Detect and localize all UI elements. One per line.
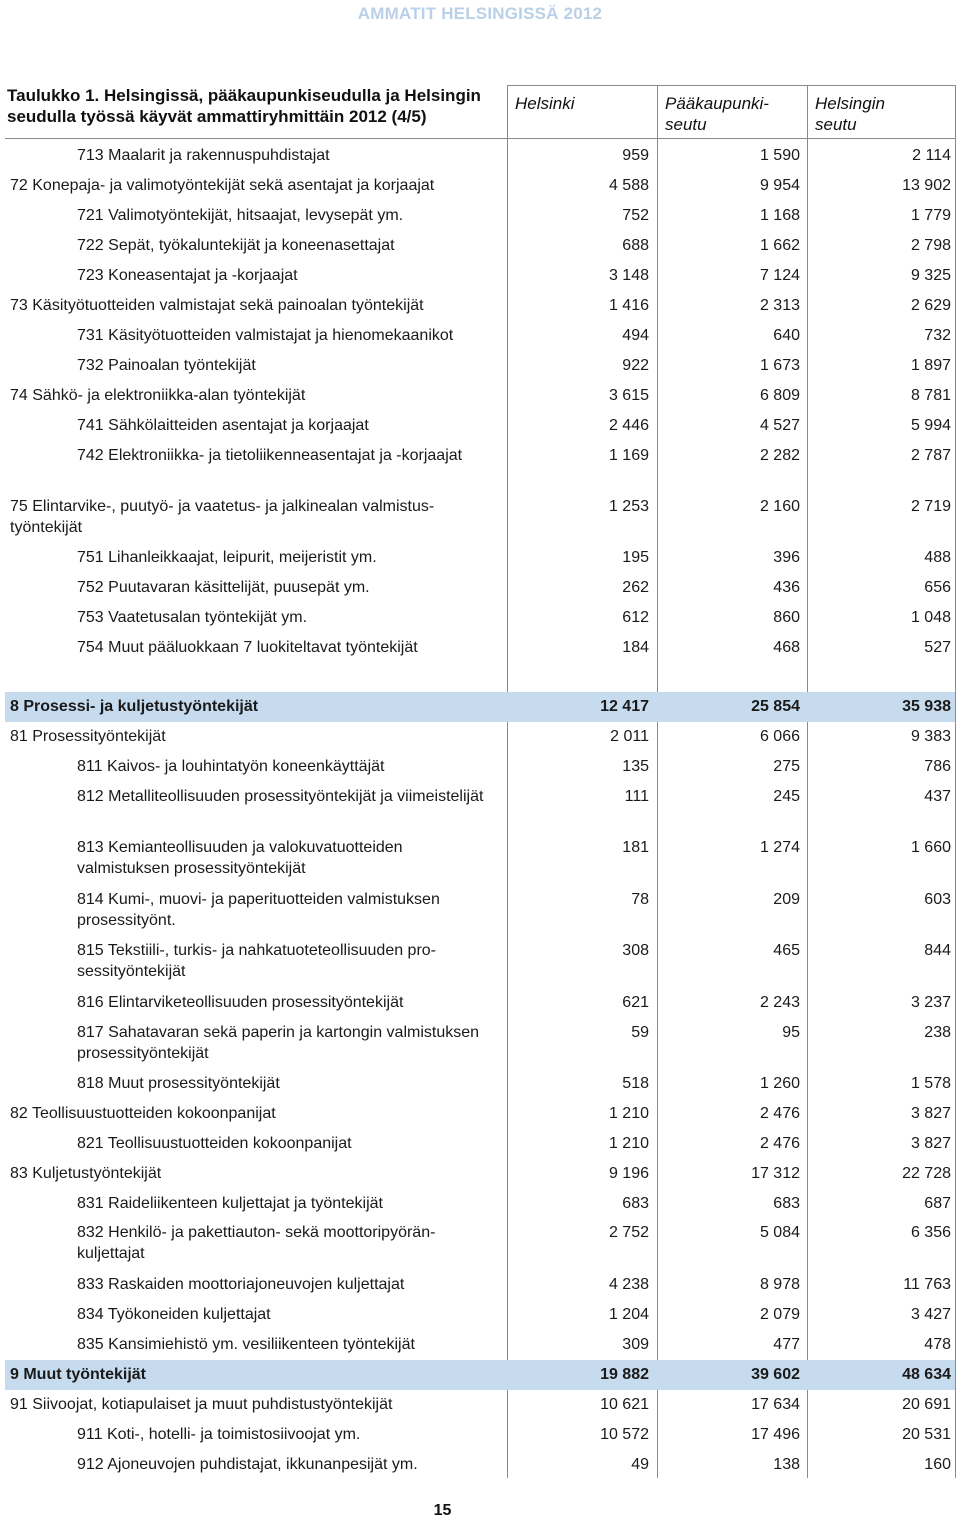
value-helsingin-seutu: 2 798 (910, 237, 951, 254)
value-helsingin-seutu: 22 728 (902, 1165, 951, 1182)
row-label: 815 Tekstiili-, turkis- ja nahkatuoteteollisuuden pro-sessityöntekijät (77, 942, 437, 980)
table-row (5, 1390, 955, 1420)
row-label: 72 Konepaja- ja valimotyöntekijät sekä asentajat ja korjaajat (10, 177, 435, 194)
value-helsinki: 308 (622, 942, 649, 959)
row-label: 834 Työkoneiden kuljettajat (77, 1306, 271, 1323)
value-paakaupunkiseutu: 17 634 (751, 1396, 800, 1413)
table-row (5, 171, 955, 201)
row-label: 753 Vaatetusalan työntekijät ym. (77, 609, 308, 626)
value-helsinki: 2 446 (608, 417, 649, 434)
row-label: 8 Prosessi- ja kuljetustyöntekijät (10, 698, 259, 715)
row-label: 751 Lihanleikkaajat, leipurit, meijeristit ym. (77, 549, 377, 566)
row-label: 817 Sahatavaran sekä paperin ja kartongin valmistuksen prosessityöntekijät (77, 1024, 480, 1062)
value-helsingin-seutu: 1 897 (910, 357, 951, 374)
value-helsinki: 621 (622, 994, 649, 1011)
value-paakaupunkiseutu: 6 066 (759, 728, 800, 745)
value-paakaupunkiseutu: 138 (773, 1456, 800, 1473)
column-header-helsinki: Helsinki (515, 94, 575, 113)
value-helsinki: 19 882 (600, 1366, 649, 1383)
row-label: 816 Elintarviketeollisuuden prosessityöntekijät (77, 994, 404, 1011)
row-label: 722 Sepät, työkaluntekijät ja koneenasettajat (77, 237, 395, 254)
value-paakaupunkiseutu: 1 673 (759, 357, 800, 374)
value-helsinki: 1 204 (608, 1306, 649, 1323)
value-helsingin-seutu: 1 779 (910, 207, 951, 224)
table-row (5, 722, 955, 752)
value-helsingin-seutu: 35 938 (902, 698, 951, 715)
value-helsingin-seutu: 844 (924, 942, 951, 959)
value-helsinki: 12 417 (600, 698, 649, 715)
value-paakaupunkiseutu: 2 282 (759, 447, 800, 464)
table-row (5, 1069, 955, 1099)
table-row (5, 543, 955, 573)
page-number: 15 (433, 1502, 452, 1519)
value-helsingin-seutu: 11 763 (903, 1276, 951, 1293)
value-paakaupunkiseutu: 2 313 (759, 297, 800, 314)
value-helsinki: 688 (622, 237, 649, 254)
value-helsingin-seutu: 603 (924, 891, 951, 908)
value-helsinki: 959 (622, 147, 649, 164)
value-paakaupunkiseutu: 17 312 (751, 1165, 800, 1182)
table-row (5, 1189, 955, 1219)
table-row (5, 573, 955, 603)
table-row (5, 321, 955, 351)
value-helsingin-seutu: 687 (924, 1195, 951, 1212)
value-helsingin-seutu: 6 356 (910, 1224, 951, 1241)
value-paakaupunkiseutu: 245 (773, 788, 800, 805)
row-label: 812 Metalliteollisuuden prosessityöntekijät ja viimeistelijät (77, 788, 484, 805)
value-paakaupunkiseutu: 1 590 (759, 147, 800, 164)
table-row (5, 885, 955, 936)
value-helsinki: 4 588 (608, 177, 649, 194)
table-caption: Taulukko 1. Helsingissä, pääkaupunkiseudulla ja Helsingin seudulla työssä käyvät ammattiryhmittäin 2012 (4/5) (7, 86, 481, 126)
value-helsingin-seutu: 9 383 (910, 728, 951, 745)
value-paakaupunkiseutu: 468 (773, 639, 800, 656)
value-helsinki: 135 (622, 758, 649, 775)
value-helsingin-seutu: 478 (924, 1336, 951, 1353)
value-paakaupunkiseutu: 2 476 (759, 1105, 800, 1122)
value-helsinki: 4 238 (608, 1276, 649, 1293)
table-row (5, 833, 955, 885)
value-helsingin-seutu: 527 (924, 639, 951, 656)
table-row (5, 291, 955, 321)
value-helsingin-seutu: 20 691 (902, 1396, 951, 1413)
value-paakaupunkiseutu: 860 (773, 609, 800, 626)
value-paakaupunkiseutu: 5 084 (759, 1224, 800, 1241)
row-label: 741 Sähkölaitteiden asentajat ja korjaajat (77, 417, 369, 434)
table-row (5, 782, 955, 833)
table-row (5, 633, 955, 663)
value-helsinki: 195 (622, 549, 649, 566)
table-row (5, 1218, 955, 1270)
value-helsinki: 9 196 (608, 1165, 649, 1182)
value-paakaupunkiseutu: 8 978 (759, 1276, 800, 1293)
row-label: 912 Ajoneuvojen puhdistajat, ikkunanpesijät ym. (77, 1456, 418, 1473)
row-label: 721 Valimotyöntekijät, hitsaajat, levysepät ym. (77, 207, 404, 224)
value-helsinki: 752 (622, 207, 649, 224)
value-helsinki: 111 (624, 788, 649, 805)
row-label: 831 Raideliikenteen kuljettajat ja työntekijät (77, 1195, 383, 1212)
value-paakaupunkiseutu: 9 954 (759, 177, 800, 194)
table-row (5, 1159, 955, 1189)
table-row (5, 261, 955, 291)
table-row (5, 441, 955, 492)
value-helsinki: 518 (622, 1075, 649, 1092)
value-helsinki: 922 (622, 357, 649, 374)
table-row (5, 752, 955, 782)
column-header-helsingin-seutu: Helsingin seutu (815, 94, 885, 134)
value-helsinki: 59 (631, 1024, 649, 1041)
table-row (5, 1450, 955, 1480)
value-helsinki: 309 (622, 1336, 649, 1353)
value-paakaupunkiseutu: 209 (773, 891, 800, 908)
value-helsingin-seutu: 3 427 (910, 1306, 951, 1323)
value-helsingin-seutu: 732 (924, 327, 951, 344)
value-helsingin-seutu: 786 (924, 758, 951, 775)
value-helsinki: 494 (622, 327, 649, 344)
row-label: 74 Sähkö- ja elektroniikka-alan työntekijät (10, 387, 306, 404)
table-row (5, 603, 955, 633)
row-label: 813 Kemianteollisuuden ja valokuvatuotteiden valmistuksen prosessityöntekijät (77, 839, 403, 877)
value-paakaupunkiseutu: 1 260 (759, 1075, 800, 1092)
value-helsinki: 2 752 (608, 1224, 649, 1241)
row-label: 9 Muut työntekijät (10, 1366, 147, 1383)
row-label: 832 Henkilö- ja pakettiauton- sekä moottoripyörän-kuljettajat (77, 1224, 436, 1262)
value-helsinki: 49 (631, 1456, 649, 1473)
table-row (5, 201, 955, 231)
value-helsinki: 1 210 (608, 1105, 649, 1122)
row-label: 911 Koti-, hotelli- ja toimistosiivoojat ym. (77, 1426, 361, 1443)
value-helsingin-seutu: 2 629 (910, 297, 951, 314)
value-paakaupunkiseutu: 436 (773, 579, 800, 596)
value-helsinki: 184 (622, 639, 649, 656)
value-helsingin-seutu: 13 902 (902, 177, 951, 194)
table-row (5, 141, 955, 171)
value-paakaupunkiseutu: 465 (773, 942, 800, 959)
row-label: 814 Kumi-, muovi- ja paperituotteiden valmistuksen prosessityönt. (77, 891, 440, 929)
row-label: 835 Kansimiehistö ym. vesiliikenteen työntekijät (77, 1336, 415, 1353)
table-row (5, 1330, 955, 1360)
row-label: 833 Raskaiden moottoriajoneuvojen kuljettajat (77, 1276, 405, 1293)
value-paakaupunkiseutu: 17 496 (751, 1426, 800, 1443)
table-row-highlighted (5, 692, 955, 722)
value-helsinki: 612 (622, 609, 649, 626)
table-row (5, 1270, 955, 1300)
value-helsingin-seutu: 9 325 (910, 267, 951, 284)
row-label: 81 Prosessityöntekijät (10, 728, 166, 745)
value-paakaupunkiseutu: 4 527 (759, 417, 800, 434)
row-label: 83 Kuljetustyöntekijät (10, 1165, 162, 1182)
value-helsingin-seutu: 160 (924, 1456, 951, 1473)
column-divider-4 (955, 85, 956, 1478)
row-label: 75 Elintarvike-, puutyö- ja vaatetus- ja jalkinealan valmistus-työntekijät (10, 498, 435, 536)
value-paakaupunkiseutu: 1 168 (759, 207, 800, 224)
value-helsingin-seutu: 1 578 (910, 1075, 951, 1092)
header-bottom-rule (5, 138, 956, 139)
value-helsingin-seutu: 238 (924, 1024, 951, 1041)
value-helsinki: 683 (622, 1195, 649, 1212)
value-paakaupunkiseutu: 2 243 (759, 994, 800, 1011)
value-paakaupunkiseutu: 477 (773, 1336, 800, 1353)
table-row (5, 231, 955, 261)
value-helsingin-seutu: 2 787 (910, 447, 951, 464)
value-paakaupunkiseutu: 1 274 (759, 839, 800, 856)
row-label: 73 Käsityötuotteiden valmistajat sekä painoalan työntekijät (10, 297, 424, 314)
value-helsinki: 10 621 (600, 1396, 649, 1413)
value-helsingin-seutu: 656 (924, 579, 951, 596)
value-paakaupunkiseutu: 2 079 (759, 1306, 800, 1323)
value-helsinki: 1 210 (608, 1135, 649, 1152)
table-row (5, 381, 955, 411)
value-paakaupunkiseutu: 683 (773, 1195, 800, 1212)
row-label: 752 Puutavaran käsittelijät, puusepät ym. (77, 579, 370, 596)
row-label: 723 Koneasentajat ja -korjaajat (77, 267, 298, 284)
value-paakaupunkiseutu: 2 160 (759, 498, 800, 515)
value-helsingin-seutu: 3 827 (910, 1135, 951, 1152)
table-row (5, 936, 955, 988)
row-label: 818 Muut prosessityöntekijät (77, 1075, 280, 1092)
table-top-rule (507, 85, 956, 86)
value-helsingin-seutu: 1 048 (910, 609, 951, 626)
value-helsinki: 262 (622, 579, 649, 596)
value-helsingin-seutu: 20 531 (902, 1426, 951, 1443)
value-paakaupunkiseutu: 2 476 (759, 1135, 800, 1152)
value-helsinki: 1 416 (608, 297, 649, 314)
value-helsingin-seutu: 2 114 (912, 147, 951, 164)
column-header-paakaupunkiseutu: Pääkaupunki- seutu (665, 94, 769, 134)
value-paakaupunkiseutu: 6 809 (759, 387, 800, 404)
table-row (5, 351, 955, 381)
value-paakaupunkiseutu: 275 (773, 758, 800, 775)
row-label: 742 Elektroniikka- ja tietoliikenneasentajat ja -korjaajat (77, 447, 463, 464)
value-helsingin-seutu: 8 781 (910, 387, 951, 404)
value-helsinki: 3 615 (608, 387, 649, 404)
row-label: 731 Käsityötuotteiden valmistajat ja hienomekaanikot (77, 327, 454, 344)
value-paakaupunkiseutu: 1 662 (759, 237, 800, 254)
row-label: 732 Painoalan työntekijät (77, 357, 256, 374)
value-helsinki: 1 169 (608, 447, 649, 464)
value-helsingin-seutu: 437 (924, 788, 951, 805)
value-helsingin-seutu: 488 (924, 549, 951, 566)
value-paakaupunkiseutu: 640 (773, 327, 800, 344)
row-label: 821 Teollisuustuotteiden kokoonpanijat (77, 1135, 352, 1152)
page-header: AMMATIT HELSINGISSÄ 2012 (357, 4, 603, 23)
table-row-highlighted (5, 1360, 955, 1390)
value-helsinki: 10 572 (600, 1426, 649, 1443)
value-helsingin-seutu: 5 994 (910, 417, 951, 434)
table-row (5, 988, 955, 1018)
value-paakaupunkiseutu: 7 124 (759, 267, 800, 284)
table-row (5, 492, 955, 543)
table-row (5, 1420, 955, 1450)
value-helsinki: 3 148 (608, 267, 649, 284)
value-helsinki: 181 (622, 839, 649, 856)
value-helsingin-seutu: 1 660 (910, 839, 951, 856)
value-helsinki: 2 011 (610, 728, 649, 745)
value-paakaupunkiseutu: 25 854 (751, 698, 800, 715)
value-helsingin-seutu: 48 634 (902, 1366, 951, 1383)
value-helsingin-seutu: 2 719 (910, 498, 951, 515)
table-row (5, 1018, 955, 1069)
table-row (5, 1099, 955, 1129)
row-label: 91 Siivoojat, kotiapulaiset ja muut puhdistustyöntekijät (10, 1396, 393, 1413)
row-label: 713 Maalarit ja rakennuspuhdistajat (77, 147, 330, 164)
table-row (5, 411, 955, 441)
value-helsingin-seutu: 3 237 (910, 994, 951, 1011)
table-row (5, 1129, 955, 1159)
value-paakaupunkiseutu: 95 (782, 1024, 800, 1041)
value-helsinki: 1 253 (608, 498, 649, 515)
value-paakaupunkiseutu: 39 602 (751, 1366, 800, 1383)
table-row (5, 1300, 955, 1330)
value-paakaupunkiseutu: 396 (773, 549, 800, 566)
row-label: 811 Kaivos- ja louhintatyön koneenkäyttäjät (77, 758, 385, 775)
value-helsinki: 78 (631, 891, 649, 908)
row-label: 82 Teollisuustuotteiden kokoonpanijat (10, 1105, 276, 1122)
value-helsingin-seutu: 3 827 (910, 1105, 951, 1122)
row-label: 754 Muut pääluokkaan 7 luokiteltavat työntekijät (77, 639, 418, 656)
